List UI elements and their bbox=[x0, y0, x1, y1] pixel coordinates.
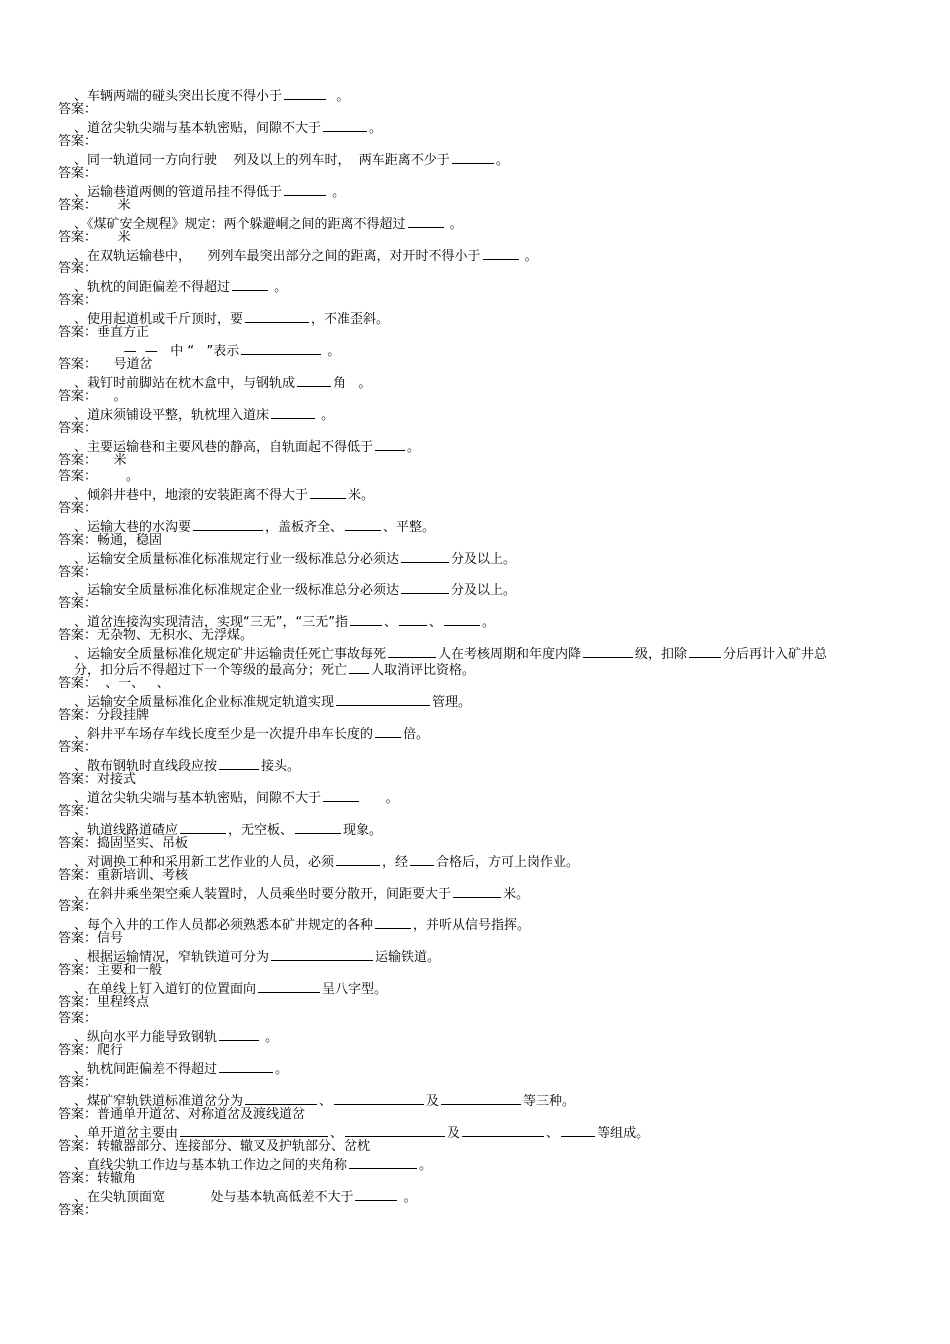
line-text: 米。 bbox=[348, 487, 375, 503]
line-text: 。 bbox=[361, 790, 399, 806]
fill-in-blank bbox=[219, 1027, 259, 1041]
line-text: 。 bbox=[407, 439, 421, 455]
line-text: 。 bbox=[495, 152, 509, 168]
line-text: 答案：捣固坚实、吊板 bbox=[58, 835, 189, 851]
answer-line bbox=[58, 453, 127, 469]
fill-in-blank bbox=[399, 612, 427, 626]
fill-in-blank bbox=[310, 485, 346, 499]
answer-line bbox=[58, 740, 97, 756]
line-text: 答案： bbox=[58, 133, 98, 149]
fill-in-blank bbox=[271, 947, 373, 961]
line-text: ，盖板齐全、 bbox=[265, 519, 344, 535]
answer-line bbox=[58, 1075, 97, 1091]
fill-in-blank bbox=[583, 644, 633, 658]
line-text: 答案： bbox=[58, 293, 98, 309]
question-line bbox=[74, 1187, 417, 1206]
line-text: 运输铁道。 bbox=[375, 950, 441, 966]
line-text: 。 bbox=[520, 248, 538, 264]
answer-line bbox=[58, 134, 97, 150]
line-text: 、散布钢轨时直线段应按 bbox=[74, 758, 218, 774]
line-text: 合格后，方可上岗作业。 bbox=[436, 854, 580, 870]
line-text: 答案：分段挂牌 bbox=[58, 708, 150, 724]
line-text: 级，扣除 bbox=[635, 647, 688, 663]
line-text: 、直线尖轨工作边与基本轨工作边之间的夹角称 bbox=[74, 1157, 348, 1173]
fill-in-blank bbox=[245, 1091, 317, 1105]
line-text: — — 中 “ ”表示 bbox=[74, 344, 240, 360]
fill-in-blank bbox=[401, 580, 449, 594]
answer-line bbox=[58, 102, 97, 118]
line-text: 、道床须铺设平整，轨枕埋入道床 bbox=[74, 408, 270, 423]
answer-line bbox=[58, 1107, 305, 1123]
line-text: 、在双轨运输巷中， 列列车最突出部分之间的距离，对开时不得小于 bbox=[74, 248, 481, 264]
line-text: ，不准歪斜。 bbox=[311, 312, 390, 328]
answer-line bbox=[58, 198, 131, 214]
line-text: 分，扣分后不得超过下一个等级的最高分；死亡 bbox=[74, 663, 348, 679]
line-text: 、使用起道机或千斤顶时，要 bbox=[74, 312, 244, 328]
question-line bbox=[74, 277, 287, 296]
line-text: 答案： 、一、 、 bbox=[58, 676, 170, 692]
answer-line bbox=[58, 421, 97, 437]
fill-in-blank bbox=[336, 852, 380, 866]
fill-in-blank bbox=[241, 341, 321, 355]
question-line bbox=[74, 485, 374, 504]
line-text: 、 bbox=[383, 615, 397, 631]
line-text: 。 bbox=[328, 184, 346, 200]
fill-in-blank bbox=[297, 373, 331, 387]
line-text: 、主要运输巷和主要风巷的静高，自轨面起不得低于 bbox=[74, 439, 374, 455]
fill-in-blank bbox=[258, 979, 320, 993]
fill-in-blank bbox=[375, 437, 405, 451]
line-text: 及 bbox=[447, 1125, 461, 1141]
question-line bbox=[74, 549, 516, 568]
question-line bbox=[74, 214, 463, 233]
question-line bbox=[74, 118, 382, 137]
line-text: 答案： 号道岔 bbox=[58, 357, 153, 373]
line-text: 答案：信号 bbox=[58, 931, 124, 947]
line-text: ，无空板、 bbox=[228, 822, 294, 838]
line-text: 答案： bbox=[58, 1011, 98, 1027]
line-text: 人在考核周期和年度内降 bbox=[438, 647, 582, 663]
fill-in-blank bbox=[375, 724, 401, 738]
line-text: 答案：主要和一般 bbox=[58, 963, 163, 979]
line-text: 、运输大巷的水沟要 bbox=[74, 519, 192, 535]
line-text: 、煤矿窄轨铁道标准道岔分为 bbox=[74, 1093, 244, 1109]
line-text: 等三种。 bbox=[523, 1093, 576, 1109]
fill-in-blank bbox=[689, 644, 721, 658]
line-text: 答案：普通单开道岔、对称道岔及渡线道岔 bbox=[58, 1106, 306, 1122]
line-text: ，并听从信号指挥。 bbox=[413, 918, 531, 934]
line-text: 、运输安全质量标准化规定矿井运输责任死亡事故每死 bbox=[74, 647, 387, 663]
fill-in-blank bbox=[334, 1091, 424, 1105]
line-text: 、同一轨道同一方向行驶 列及以上的列车时， 两车距离不少于 bbox=[74, 152, 450, 168]
fill-in-blank bbox=[193, 517, 263, 531]
line-text: 、根据运输情况，窄轨铁道可分为 bbox=[74, 950, 270, 966]
line-text: 米。 bbox=[503, 886, 530, 902]
fill-in-blank bbox=[295, 820, 341, 834]
line-text: 、运输安全质量标准化标准规定企业一级标准总分必须达 bbox=[74, 583, 400, 599]
line-text: 。 bbox=[419, 1157, 433, 1173]
line-text: 、 bbox=[330, 1125, 344, 1141]
fill-in-blank bbox=[180, 1123, 328, 1137]
fill-in-blank bbox=[401, 549, 449, 563]
fill-in-blank bbox=[245, 309, 309, 323]
line-text: 、《煤矿安全规程》规定：两个躲避峒之间的距离不得超过 bbox=[74, 216, 406, 232]
line-text: 、每个入井的工作人员都必须熟悉本矿井规定的各种 bbox=[74, 918, 374, 934]
answer-line bbox=[58, 1011, 97, 1027]
line-text: 答案： 。 bbox=[58, 389, 127, 405]
line-text: 。 bbox=[323, 344, 341, 360]
line-text: 、纵向水平力能导致钢轨 bbox=[74, 1030, 218, 1046]
line-text: 分及以上。 bbox=[451, 583, 517, 599]
fill-in-blank bbox=[345, 1123, 445, 1137]
fill-in-blank bbox=[349, 660, 369, 674]
answer-line bbox=[58, 293, 97, 309]
fill-in-blank bbox=[408, 214, 444, 228]
line-text: 。 bbox=[445, 216, 463, 232]
answer-line bbox=[58, 357, 153, 373]
fill-in-blank bbox=[323, 788, 359, 802]
line-text: 接头。 bbox=[261, 758, 301, 774]
answer-line bbox=[58, 596, 97, 612]
fill-in-blank bbox=[355, 1187, 397, 1201]
line-text: 。 bbox=[261, 1030, 279, 1046]
answer-line bbox=[58, 325, 149, 341]
line-text: 。 bbox=[328, 89, 350, 104]
answer-line bbox=[58, 899, 97, 915]
line-text: 答案： bbox=[58, 420, 98, 436]
line-text: 答案： 。 bbox=[58, 468, 139, 484]
fill-in-blank bbox=[232, 277, 268, 291]
fill-in-blank bbox=[388, 644, 436, 658]
line-text: 答案： bbox=[58, 739, 98, 755]
answer-line bbox=[58, 836, 188, 852]
line-text: 答案： bbox=[58, 596, 98, 612]
fill-in-blank bbox=[271, 405, 315, 419]
line-text: 呈八字型。 bbox=[322, 982, 388, 998]
line-text: 角 。 bbox=[333, 376, 372, 392]
answer-line bbox=[58, 804, 97, 820]
line-text: 分后再计入矿井总 bbox=[723, 647, 828, 663]
answer-line bbox=[58, 772, 136, 788]
line-text: 、运输巷道两侧的管道吊挂不得低于 bbox=[74, 184, 283, 200]
line-text: 、在尖轨顶面宽 处与基本轨高低差不大于 bbox=[74, 1189, 354, 1205]
question-line bbox=[74, 724, 429, 743]
fill-in-blank bbox=[219, 756, 259, 770]
line-text: 现象。 bbox=[343, 822, 383, 838]
line-text: 。 bbox=[270, 280, 288, 296]
line-text: 答案：转辙器部分、连接部分、辙叉及护轨部分、岔枕 bbox=[58, 1138, 371, 1154]
line-text: 分及以上。 bbox=[451, 551, 517, 567]
answer-line bbox=[58, 1171, 136, 1187]
line-text: 、运输安全质量标准化企业标准规定轨道实现 bbox=[74, 695, 335, 711]
line-text: 答案： bbox=[58, 1202, 98, 1218]
line-text: 、栽钉时前脚站在枕木盒中，与钢轨成 bbox=[74, 376, 296, 392]
line-text: 、平整。 bbox=[383, 519, 436, 535]
line-text: 答案：垂直方正 bbox=[58, 325, 150, 341]
answer-line bbox=[58, 995, 149, 1011]
fill-in-blank bbox=[323, 118, 367, 132]
line-text: 答案： 米 bbox=[58, 229, 131, 245]
question-line bbox=[74, 1059, 288, 1078]
line-text: 、运输安全质量标准化标准规定行业一级标准总分必须达 bbox=[74, 551, 400, 567]
question-line bbox=[74, 915, 530, 934]
fill-in-blank bbox=[453, 884, 501, 898]
line-text: 答案： bbox=[58, 899, 98, 915]
answer-line bbox=[58, 389, 127, 405]
answer-line bbox=[58, 931, 123, 947]
line-text: 、车辆两端的碰头突出长度不得小于 bbox=[74, 89, 283, 104]
fill-in-blank bbox=[444, 612, 480, 626]
answer-line bbox=[58, 166, 97, 182]
line-text: 答案：转辙角 bbox=[58, 1170, 137, 1186]
answer-line bbox=[58, 676, 170, 692]
fill-in-blank bbox=[441, 1091, 521, 1105]
line-text: 、 bbox=[546, 1125, 560, 1141]
line-text: 、轨枕间距偏差不得超过 bbox=[74, 1061, 218, 1077]
line-text: 。 bbox=[481, 615, 495, 631]
line-text: 答案：爬行 bbox=[58, 1043, 124, 1058]
line-text: 答案： 米 bbox=[58, 452, 127, 468]
answer-line bbox=[58, 628, 253, 644]
fill-in-blank bbox=[336, 692, 430, 706]
answer-line bbox=[58, 963, 162, 979]
question-line bbox=[74, 150, 509, 169]
fill-in-blank bbox=[349, 1155, 417, 1169]
line-text: 答案： 米 bbox=[58, 197, 131, 213]
line-text: 答案： bbox=[58, 803, 98, 819]
line-text: 、轨枕的间距偏差不得超过 bbox=[74, 280, 231, 296]
line-text: 、道岔连接沟实现清洁，实现“三无”，“三无”指 bbox=[74, 615, 348, 631]
line-text: 、单开道岔主要由 bbox=[74, 1125, 179, 1141]
line-text: 答案： bbox=[58, 261, 98, 277]
fill-in-blank bbox=[219, 1059, 273, 1073]
answer-line bbox=[58, 230, 131, 246]
line-text: ，经 bbox=[382, 854, 409, 870]
fill-in-blank bbox=[462, 1123, 544, 1137]
line-text: 及 bbox=[426, 1093, 440, 1109]
line-text: 答案： bbox=[58, 101, 98, 117]
line-text: 、斜井平车场存车线长度至少是一次提升串车长度的 bbox=[74, 727, 374, 742]
line-text: 答案：畅通，稳固 bbox=[58, 532, 163, 548]
answer-line bbox=[58, 1139, 370, 1155]
line-text: 管理。 bbox=[432, 695, 472, 711]
line-text: 答案： bbox=[58, 1074, 98, 1090]
line-text: 答案：对接式 bbox=[58, 771, 137, 787]
question-line bbox=[74, 788, 399, 807]
answer-line bbox=[58, 469, 139, 485]
line-text: 答案：里程终点 bbox=[58, 995, 150, 1011]
line-text: 答案： bbox=[58, 500, 98, 516]
fill-in-blank bbox=[284, 182, 326, 196]
line-text: 、轨道线路道碴应 bbox=[74, 822, 179, 838]
fill-in-blank bbox=[561, 1123, 595, 1137]
line-text: 。 bbox=[317, 408, 335, 423]
line-text: 。 bbox=[369, 120, 383, 136]
question-line bbox=[74, 884, 529, 903]
fill-in-blank bbox=[350, 612, 382, 626]
fill-in-blank bbox=[410, 852, 434, 866]
answer-line bbox=[58, 533, 162, 549]
line-text: 答案： bbox=[58, 165, 98, 181]
line-text: 答案：无杂物、无积水、无浮煤。 bbox=[58, 628, 254, 644]
line-text: 倍。 bbox=[403, 727, 430, 742]
line-text: 、在单线上钉入道钉的位置面向 bbox=[74, 982, 257, 998]
line-text: 。 bbox=[399, 1189, 417, 1205]
fill-in-blank bbox=[375, 915, 411, 929]
answer-line bbox=[58, 1043, 123, 1059]
answer-line bbox=[58, 708, 149, 724]
fill-in-blank bbox=[284, 86, 326, 100]
line-text: 、 bbox=[428, 615, 442, 631]
line-text: 答案：重新培训、考核 bbox=[58, 867, 189, 883]
question-line bbox=[74, 580, 516, 599]
line-text: 、道岔尖轨尖端与基本轨密贴，间隙不大于 bbox=[74, 120, 322, 136]
question-line bbox=[74, 246, 538, 265]
line-text: 、道岔尖轨尖端与基本轨密贴，间隙不大于 bbox=[74, 790, 322, 806]
answer-line bbox=[58, 565, 97, 581]
question-line bbox=[74, 405, 334, 424]
line-text: 人取消评比资格。 bbox=[371, 663, 476, 679]
fill-in-blank bbox=[483, 246, 519, 260]
line-text: 等组成。 bbox=[597, 1125, 650, 1141]
answer-line bbox=[58, 501, 97, 517]
line-text: 、 bbox=[319, 1093, 333, 1109]
line-text: 、倾斜井巷中，地滚的安装距离不得大于 bbox=[74, 487, 309, 503]
line-text: 、在斜井乘坐架空乘人装置时，人员乘坐时要分散开，间距要大于 bbox=[74, 886, 452, 902]
answer-line bbox=[58, 261, 97, 277]
line-text: 答案： bbox=[58, 564, 98, 580]
question-line bbox=[74, 86, 349, 105]
fill-in-blank bbox=[452, 150, 494, 164]
answer-line bbox=[58, 1203, 97, 1219]
answer-line bbox=[58, 868, 188, 884]
line-text: 。 bbox=[275, 1061, 289, 1077]
line-text: 、对调换工种和采用新工艺作业的人员，必须 bbox=[74, 854, 335, 870]
fill-in-blank bbox=[180, 820, 226, 834]
fill-in-blank bbox=[345, 517, 381, 531]
